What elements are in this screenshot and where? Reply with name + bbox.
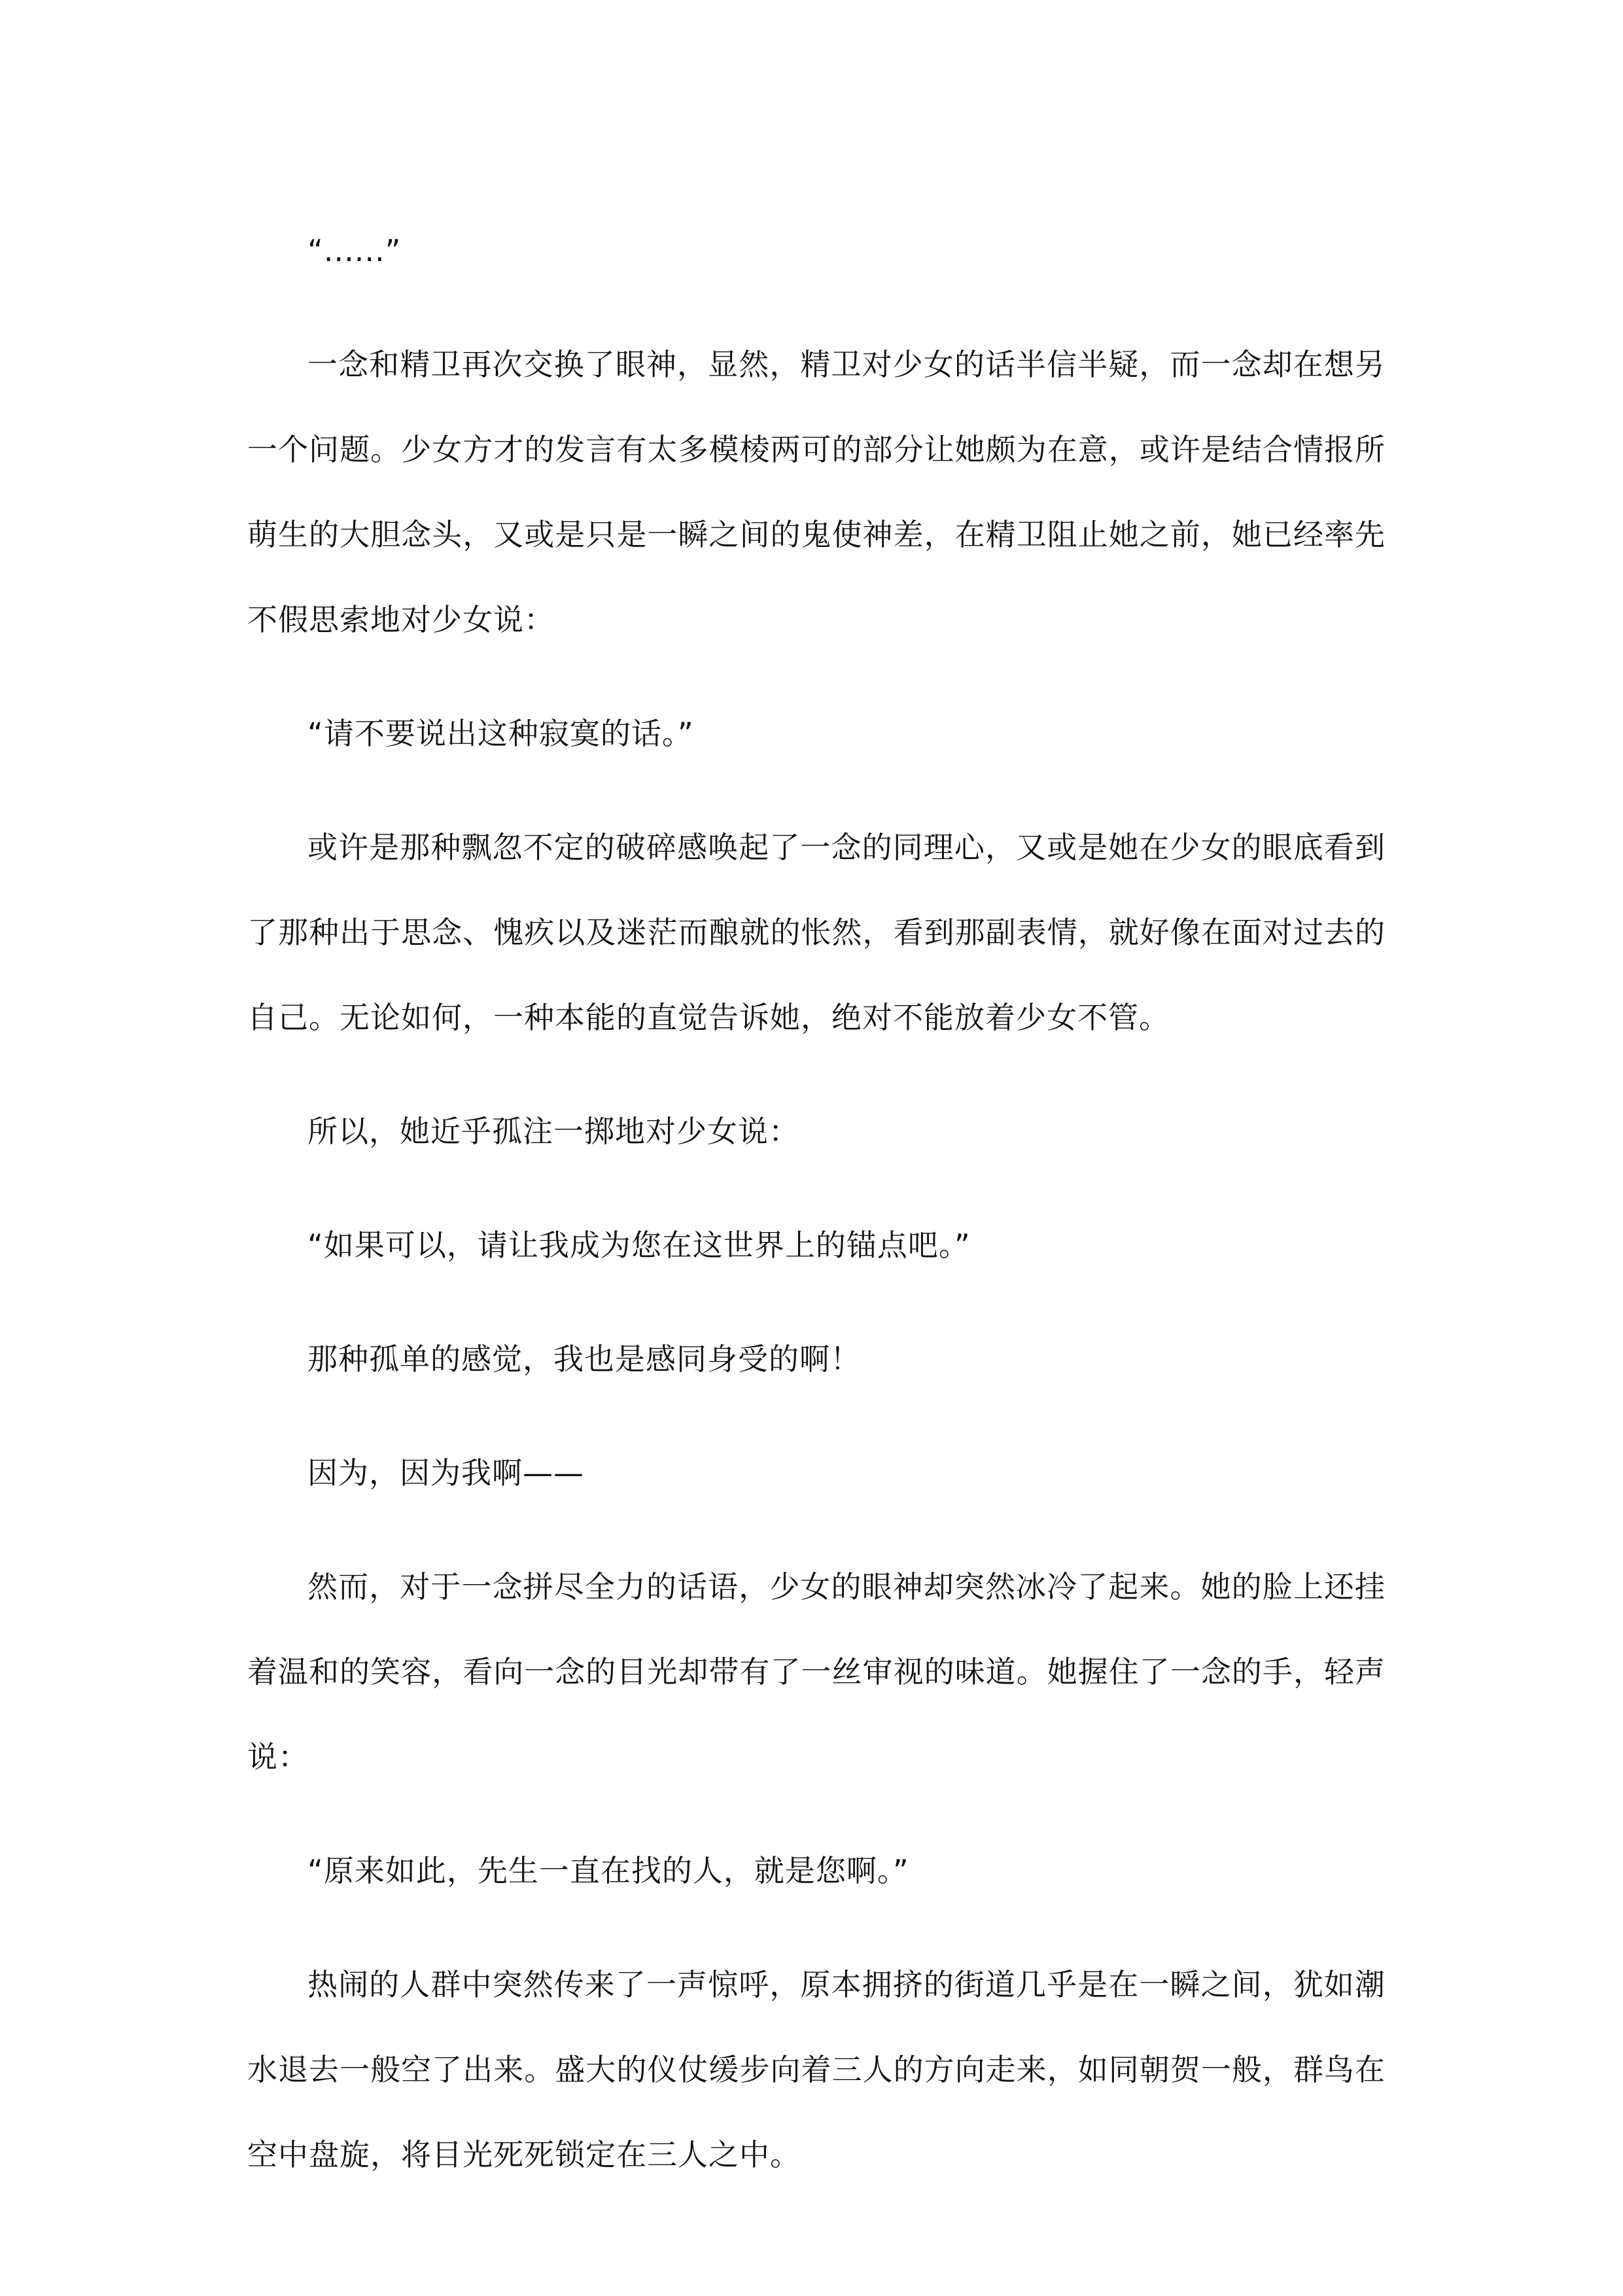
paragraph-dialogue-lonely: “请不要说出这种寂寞的话。” <box>307 716 694 751</box>
paragraph-cold-gaze: 然而，对于一念拼尽全力的话语，少女的眼神却突然冰冷了起来。她的脸上还挂着温和的笑容，看向一念的目光却带有了一丝审视的味道。她握住了一念的手，轻声说： <box>247 1569 1386 1775</box>
body-text <box>247 208 1386 2226</box>
paragraph-dialogue-found: “原来如此，先生一直在找的人，就是您啊。” <box>307 1853 909 1888</box>
paragraph-dialogue-anchor: “如果可以，请让我成为您在这世界上的锚点吧。” <box>307 1227 971 1263</box>
paragraph-because: 因为，因为我啊—— <box>307 1455 584 1491</box>
paragraph-ellipsis-quote: “......” <box>307 233 402 268</box>
paragraph-inner-thought: 那种孤单的感觉，我也是感同身受的啊！ <box>307 1341 861 1377</box>
paragraph-empathy: 或许是那种飘忽不定的破碎感唤起了一念的同理心，又或是她在少女的眼底看到了那种出于思念、愧疚以及迷茫而酿就的怅然，看到那副表情，就好像在面对过去的自己。无论如何，一种本能的直觉告诉她，绝对不能放着少女不管。 <box>247 830 1386 1035</box>
paragraph-exchange-glance: 一念和精卫再次交换了眼神，显然，精卫对少女的话半信半疑，而一念却在想另一个问题。少女方才的发言有太多模棱两可的部分让她颇为在意，或许是结合情报所萌生的大胆念头，又或是只是一瞬之间的鬼使神差，在精卫阻止她之前，她已经率先不假思索地对少女说： <box>247 347 1386 637</box>
paragraph-therefore: 所以，她近乎孤注一掷地对少女说： <box>307 1114 799 1149</box>
paragraph-procession: 热闹的人群中突然传来了一声惊呼，原本拥挤的街道几乎是在一瞬之间，犹如潮水退去一般空了出来。盛大的仪仗缓步向着三人的方向走来，如同朝贺一般，群鸟在空中盘旋，将目光死死锁定在三人之中。 <box>247 1967 1386 2172</box>
